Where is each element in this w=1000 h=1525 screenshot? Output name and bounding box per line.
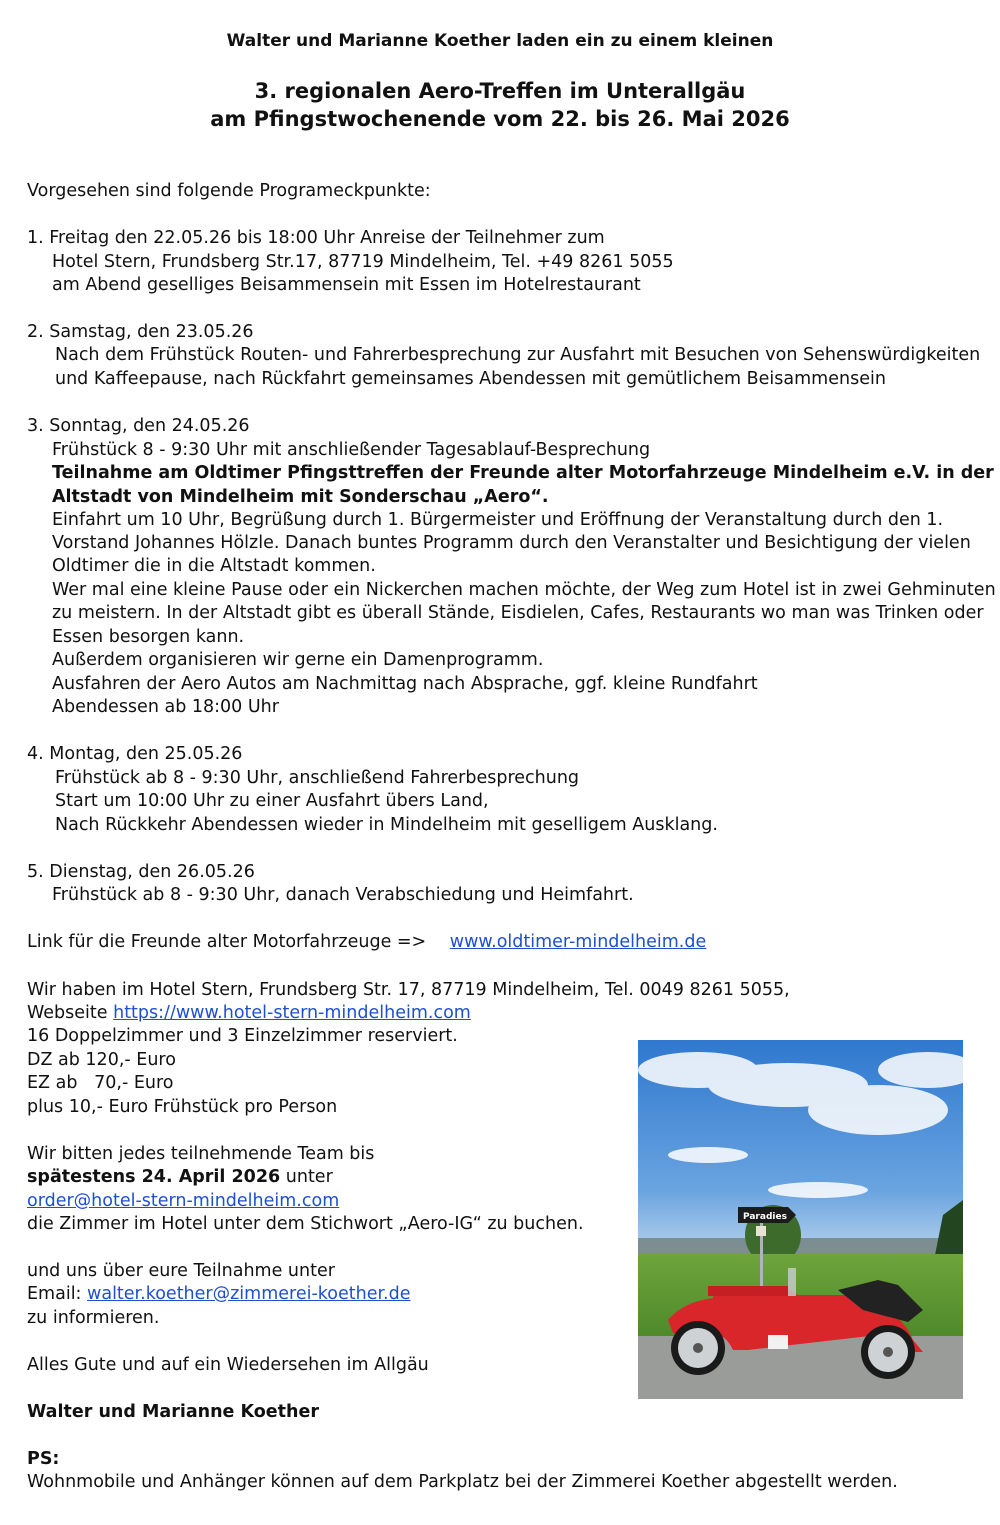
day3-line: Vorstand Johannes Hölzle. Danach buntes Programm durch den Veranstalter und Besichtigung der vielen [52, 533, 971, 553]
day1-line: Hotel Stern, Frundsberg Str.17, 87719 Mindelheim, Tel. +49 8261 5055 [52, 252, 674, 272]
price-breakfast: plus 10,- Euro Frühstück pro Person [27, 1097, 338, 1117]
header-invite: Walter und Marianne Koether laden ein zu einem kleinen [226, 31, 774, 51]
ps-label: PS: [27, 1449, 60, 1469]
event-title-line2: am Pfingstwochenende vom 22. bis 26. Mai 2026 [210, 107, 790, 131]
day4-heading: 4. Montag, den 25.05.26 [27, 744, 243, 764]
club-website-link[interactable]: www.oldtimer-mindelheim.de [449, 932, 707, 952]
rsvp-line: zu informieren. [27, 1308, 160, 1328]
small-sign [756, 1226, 766, 1236]
rsvp-email-link[interactable]: walter.koether@zimmerei-koether.de [87, 1284, 411, 1304]
day4-line: Start um 10:00 Uhr zu einer Ausfahrt übers Land, [55, 791, 489, 811]
booking-deadline-suffix: unter [280, 1167, 333, 1187]
day3-line: Oldtimer die in die Altstadt kommen. [52, 556, 376, 576]
day5-line: Frühstück ab 8 - 9:30 Uhr, danach Verabschiedung und Heimfahrt. [52, 885, 634, 905]
rsvp-email-label: Email: [27, 1284, 82, 1304]
day3-line: Frühstück 8 - 9:30 Uhr mit anschließender Tagesablauf-Besprechung [52, 440, 651, 460]
booking-email-row [27, 1190, 339, 1213]
sign-text: Paradies [743, 1212, 787, 1222]
day3-bold-line: Altstadt von Mindelheim mit Sonderschau „Aero“. [52, 487, 549, 507]
hotel-website-link[interactable]: https://www.hotel-stern-mindelheim.com [113, 1003, 471, 1023]
booking-deadline: spätestens 24. April 2026 [27, 1167, 281, 1187]
booking-email-link[interactable]: order@hotel-stern-mindelheim.com [27, 1191, 340, 1211]
day3-line: Einfahrt um 10 Uhr, Begrüßung durch 1. Bürgermeister und Eröffnung der Veranstaltung durch den 1. [52, 510, 944, 530]
price-double: DZ ab 120,- Euro [27, 1050, 176, 1070]
day3-line: Essen besorgen kann. [52, 627, 245, 647]
hotel-website-row [27, 1002, 471, 1025]
day3-line: Abendessen ab 18:00 Uhr [52, 697, 279, 717]
day4-line: Nach Rückkehr Abendessen wieder in Mindelheim mit geselligem Ausklang. [55, 815, 718, 835]
day2-line: Nach dem Frühstück Routen- und Fahrerbesprechung zur Ausfahrt mit Besuchen von Sehenswürdigkeiten [55, 345, 981, 365]
rsvp-line: und uns über eure Teilnahme unter [27, 1261, 335, 1281]
price-single: EZ ab 70,- Euro [27, 1073, 174, 1093]
club-link-row [27, 931, 706, 954]
day4-line: Frühstück ab 8 - 9:30 Uhr, anschließend Fahrerbesprechung [55, 768, 580, 788]
day3-line: Wer mal eine kleine Pause oder ein Nickerchen machen möchte, der Weg zum Hotel ist in zwei Gehminuten [52, 580, 996, 600]
day3-line: Ausfahren der Aero Autos am Nachmittag nach Absprache, ggf. kleine Rundfahrt [52, 674, 758, 694]
day2-line: und Kaffeepause, nach Rückfahrt gemeinsames Abendessen mit gemütlichem Beisammensein [55, 369, 886, 389]
booking-line: die Zimmer im Hotel unter dem Stichwort „Aero-IG“ zu buchen. [27, 1214, 584, 1234]
event-title-line1: 3. regionalen Aero-Treffen im Unterallgäu [254, 79, 746, 103]
day2-heading: 2. Samstag, den 23.05.26 [27, 322, 254, 342]
ps-text: Wohnmobile und Anhänger können auf dem Parkplatz bei der Zimmerei Koether abgestellt werden. [27, 1472, 898, 1492]
hotel-line: Wir haben im Hotel Stern, Frundsberg Str. 17, 87719 Mindelheim, Tel. 0049 8261 5055, [27, 980, 790, 1000]
day3-heading: 3. Sonntag, den 24.05.26 [27, 416, 250, 436]
booking-deadline-row [27, 1166, 333, 1189]
day3-line: Außerdem organisieren wir gerne ein Damenprogramm. [52, 650, 544, 670]
day3-line: zu meistern. In der Altstadt gibt es überall Stände, Eisdielen, Cafes, Restaurants wo man was Trinken oder [52, 603, 984, 623]
day1-heading: 1. Freitag den 22.05.26 bis 18:00 Uhr Anreise der Teilnehmer zum [27, 228, 605, 248]
rooms-reserved: 16 Doppelzimmer und 3 Einzelzimmer reserviert. [27, 1026, 458, 1046]
day3-bold-line: Teilnahme am Oldtimer Pfingsttreffen der Freunde alter Motorfahrzeuge Mindelheim e.V. in der [52, 463, 994, 483]
rsvp-email-row [27, 1283, 411, 1306]
car-photo [638, 1040, 963, 1399]
car-photo-illustration [638, 1040, 963, 1399]
booking-line: Wir bitten jedes teilnehmende Team bis [27, 1144, 375, 1164]
day5-heading: 5. Dienstag, den 26.05.26 [27, 862, 255, 882]
signature: Walter und Marianne Koether [27, 1402, 319, 1422]
website-label: Webseite [27, 1003, 108, 1023]
day1-line: am Abend geselliges Beisammensein mit Essen im Hotelrestaurant [52, 275, 641, 295]
club-link-label: Link für die Freunde alter Motorfahrzeuge => [27, 932, 427, 952]
program-intro: Vorgesehen sind folgende Programeckpunkte: [27, 181, 431, 201]
closing-text: Alles Gute und auf ein Wiedersehen im Allgäu [27, 1355, 429, 1375]
